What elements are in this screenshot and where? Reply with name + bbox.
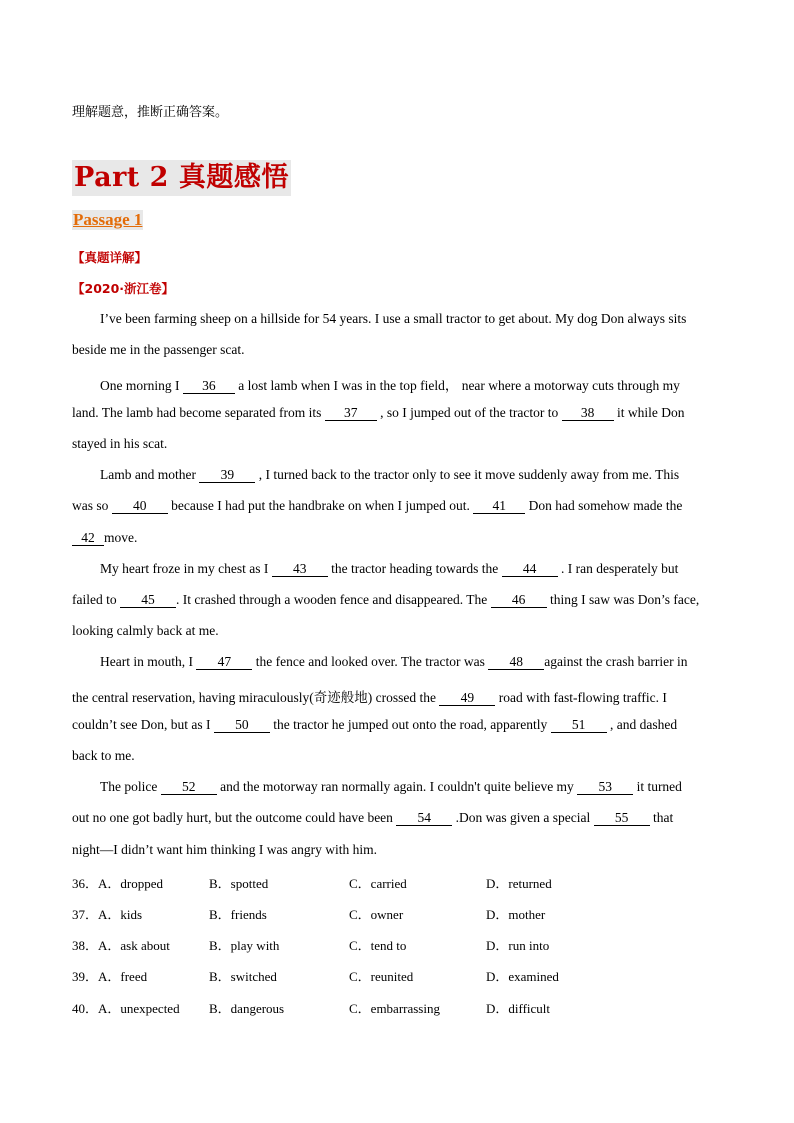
blank-40: 40: [112, 499, 168, 514]
passage-line: Heart in mouth, I 47 the fence and looked over. The tractor was 48 against the crash barrier in: [100, 654, 688, 669]
passage-line: looking calmly back at me.: [72, 623, 219, 638]
option-a: 36．A．dropped: [72, 876, 163, 891]
option-d: D．run into: [486, 938, 550, 953]
detail-tag: 【真题详解】: [72, 250, 148, 265]
option-b: B．dangerous: [209, 1001, 285, 1016]
blank-36: 36: [183, 379, 235, 394]
option-d: D．mother: [486, 907, 546, 922]
blank-51: 51: [551, 718, 607, 733]
option-d: D．examined: [486, 969, 559, 984]
passage-line: failed to 45 . It crashed through a wooden fence and disappeared. The 46 thing I saw was Don’s face,: [72, 592, 700, 607]
blank-42: 42: [72, 531, 104, 546]
passage-title: Passage 1: [73, 210, 143, 229]
blank-45: 45: [120, 593, 176, 608]
blank-44: 44: [502, 562, 558, 577]
blank-52: 52: [161, 780, 217, 795]
option-d: D．returned: [486, 876, 552, 891]
option-b: B．switched: [209, 969, 277, 984]
intro-text: 理解题意，推断正确答案。: [72, 105, 229, 120]
blank-47: 47: [196, 655, 252, 670]
passage-line: stayed in his scat.: [72, 436, 168, 451]
passage-line: Lamb and mother 39 , I turned back to the tractor only to see it move suddenly away from me. This: [100, 467, 680, 482]
blank-49: 49: [439, 691, 495, 706]
option-c: C．tend to: [349, 938, 407, 953]
passage-line: the central reservation, having miraculously(奇迹般地) crossed the 49 road with fast-flowing traffic. I: [72, 690, 667, 705]
part-heading: Part 2 真题感悟: [72, 160, 291, 196]
option-d: D．difficult: [486, 1001, 551, 1016]
blank-50: 50: [214, 718, 270, 733]
option-b: B．spotted: [209, 876, 269, 891]
option-a: 40．A．unexpected: [72, 1001, 180, 1016]
passage-line: My heart froze in my chest as I 43 the tractor heading towards the 44 . I ran desperately but: [100, 561, 679, 576]
passage-line: 42 move.: [72, 530, 732, 546]
option-a: 39．A．freed: [72, 969, 148, 984]
option-b: B．friends: [209, 907, 267, 922]
option-c: C．reunited: [349, 969, 414, 984]
passage-line: The police 52 and the motorway ran normally again. I couldn't quite believe my 53 it turned: [100, 779, 682, 794]
option-c: C．embarrassing: [349, 1001, 440, 1016]
passage-line: I’ve been farming sheep on a hillside for 54 years. I use a small tractor to get about. My dog Don always sits: [100, 311, 687, 326]
passage-line: was so 40 because I had put the handbrake on when I jumped out. 41 Don had somehow made the: [72, 498, 683, 513]
passage-line: One morning I 36 a lost lamb when I was in the top field， near where a motorway cuts through my: [100, 378, 680, 393]
blank-41: 41: [473, 499, 525, 514]
blank-46: 46: [491, 593, 547, 608]
blank-54: 54: [396, 811, 452, 826]
passage-line: couldn’t see Don, but as I 50 the tractor he jumped out onto the road, apparently 51 , and dashed: [72, 717, 678, 732]
blank-55: 55: [594, 811, 650, 826]
blank-38: 38: [562, 406, 614, 421]
source-tag: 【2020·浙江卷】: [72, 281, 175, 296]
passage-line: out no one got badly hurt, but the outcome could have been 54 .Don was given a special 55 that: [72, 810, 674, 825]
option-c: C．owner: [349, 907, 404, 922]
blank-48: 48: [488, 655, 544, 670]
option-c: C．carried: [349, 876, 407, 891]
passage-line: beside me in the passenger scat.: [72, 342, 245, 357]
passage-line: night—I didn’t want him thinking I was angry with him.: [72, 842, 377, 857]
blank-37: 37: [325, 406, 377, 421]
option-b: B．play with: [209, 938, 280, 953]
blank-39: 39: [199, 468, 255, 483]
blank-53: 53: [577, 780, 633, 795]
blank-43: 43: [272, 562, 328, 577]
passage-line: land. The lamb had become separated from its 37 , so I jumped out of the tractor to 38 it while Don: [72, 405, 685, 420]
option-a: 38．A．ask about: [72, 938, 170, 953]
passage-line: back to me.: [72, 748, 135, 763]
option-a: 37．A．kids: [72, 907, 143, 922]
